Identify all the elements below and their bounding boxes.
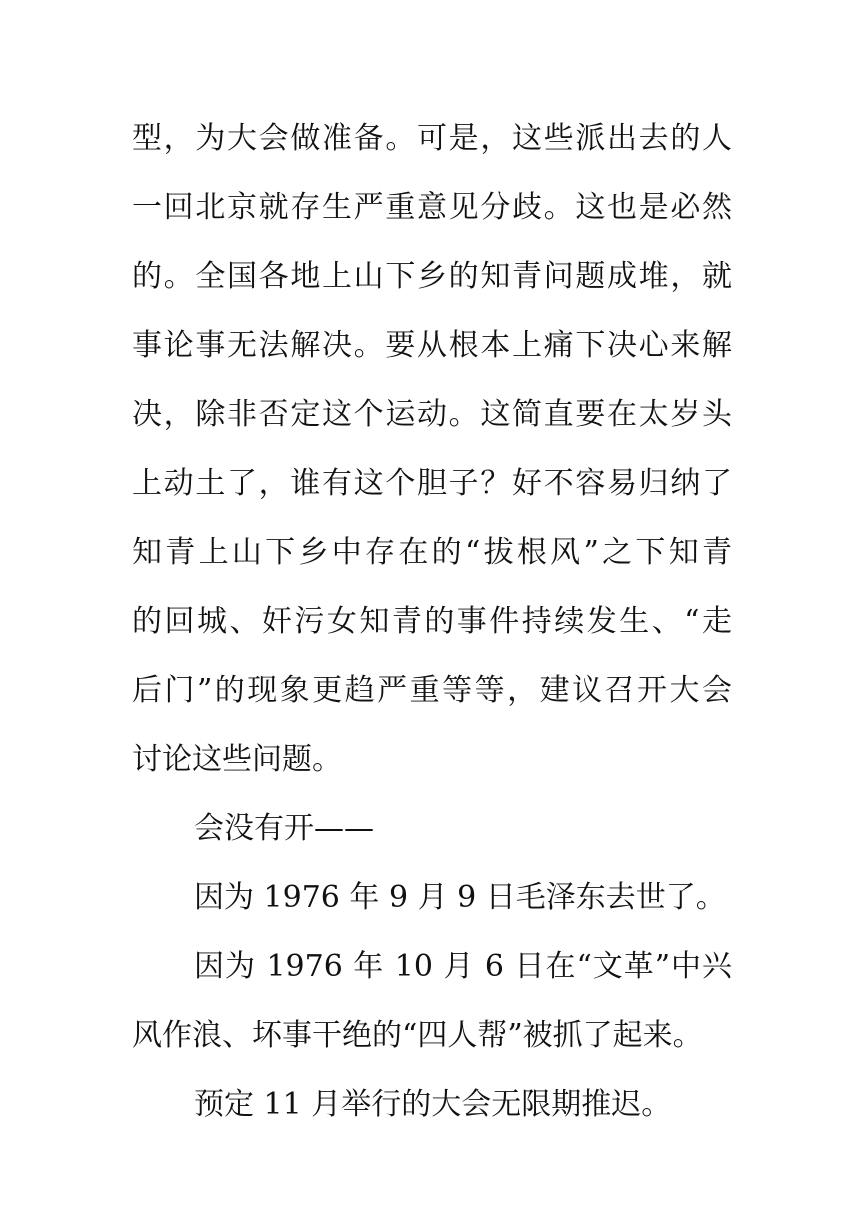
text-line: 决，除非否定这个运动。这简直要在太岁头 bbox=[132, 397, 732, 432]
text-line: 后门”的现象更趋严重等等，建议召开大会 bbox=[132, 673, 732, 708]
paragraph-line: 因为 1976 年 9 月 9 日毛泽东去世了。 bbox=[194, 880, 726, 915]
paragraph-line: 会没有开—— bbox=[194, 811, 374, 846]
paragraph-line: 因为 1976 年 10 月 6 日在“文革”中兴 bbox=[194, 949, 732, 984]
text-line: 的。全国各地上山下乡的知青问题成堆，就 bbox=[132, 259, 732, 294]
text-line: 知青上山下乡中存在的“拔根风”之下知青 bbox=[132, 535, 732, 570]
paragraph-end-line: 讨论这些问题。 bbox=[132, 742, 342, 777]
paragraph-line: 预定 11 月举行的大会无限期推迟。 bbox=[194, 1087, 672, 1122]
text-line: 上动土了，谁有这个胆子？好不容易归纳了 bbox=[132, 466, 732, 501]
body-text bbox=[132, 104, 732, 1139]
text-line: 一回北京就存生严重意见分歧。这也是必然 bbox=[132, 190, 732, 225]
text-line: 型，为大会做准备。可是，这些派出去的人 bbox=[132, 121, 732, 156]
paragraph-end-line: 风作浪、坏事干绝的“四人帮”被抓了起来。 bbox=[132, 1018, 703, 1053]
text-line: 的回城、奸污女知青的事件持续发生、“走 bbox=[132, 604, 732, 639]
text-line: 事论事无法解决。要从根本上痛下决心来解 bbox=[132, 328, 732, 363]
